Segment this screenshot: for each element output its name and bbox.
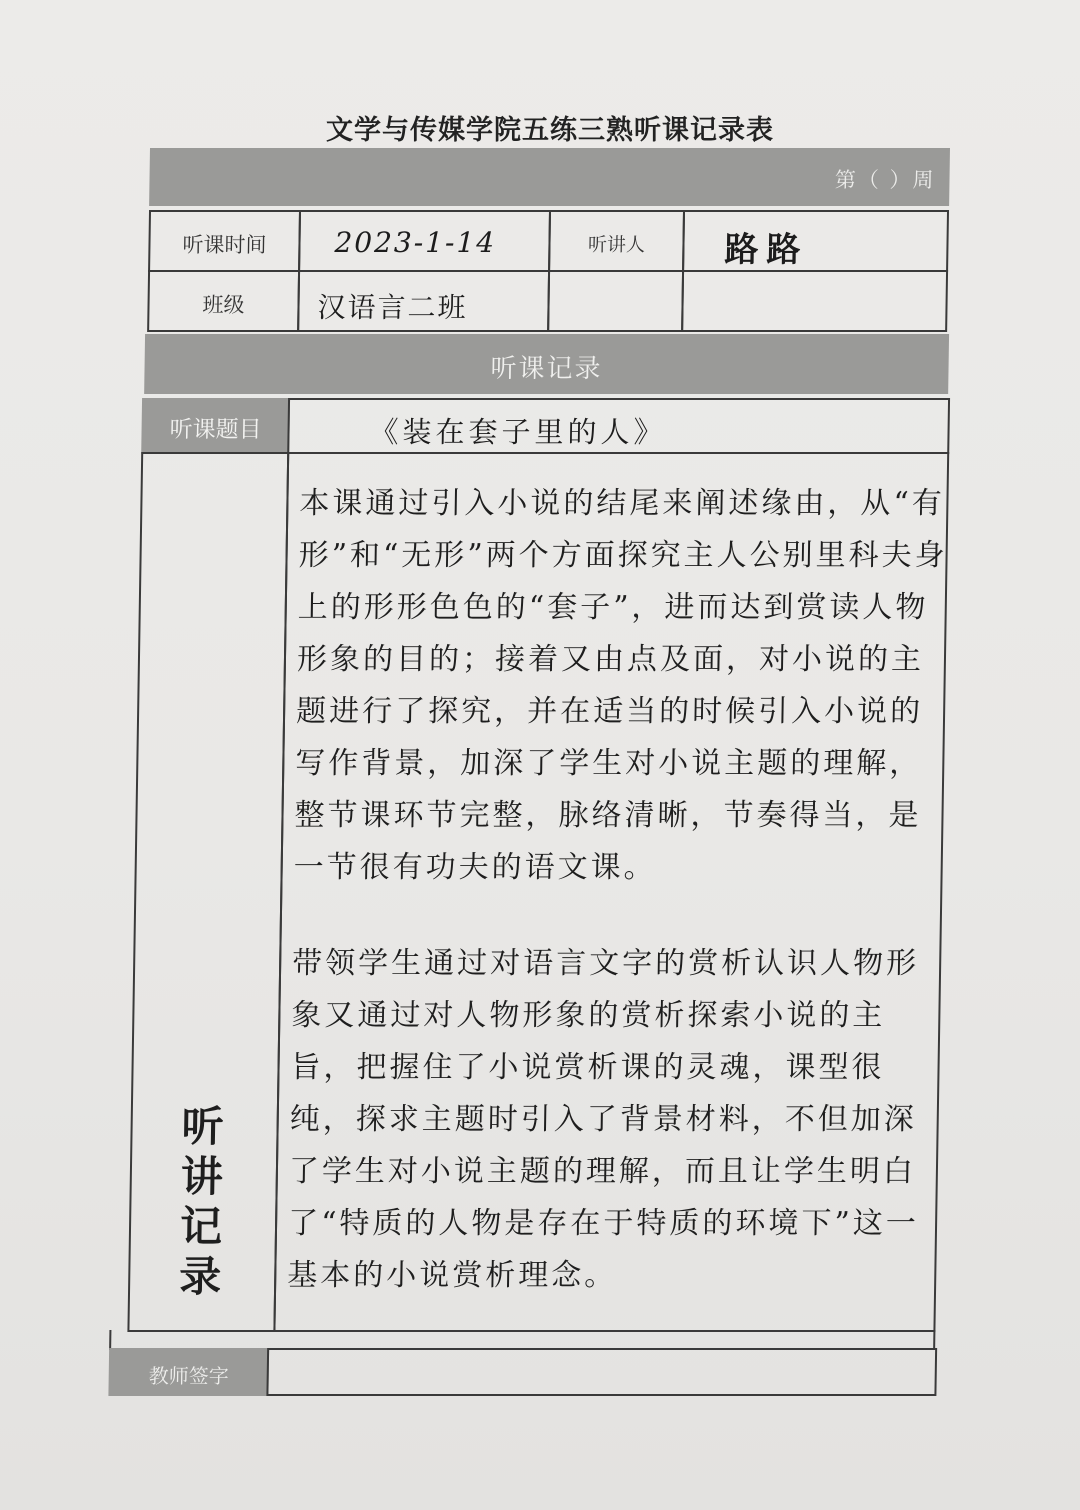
record-form-table xyxy=(130,148,950,1398)
lecturer-label-cell xyxy=(548,210,685,272)
topic-value: 《装在套子里的人》 xyxy=(369,415,667,449)
empty-cell-1 xyxy=(547,270,684,332)
signature-cell xyxy=(266,1348,937,1396)
side-label: 听讲记录 xyxy=(178,1102,225,1301)
week-label: 第（ ）周 xyxy=(834,168,936,192)
time-label-cell xyxy=(148,210,301,272)
time-value: 2023-1-14 xyxy=(334,226,497,259)
document-title: 文学与传媒学院五练三熟听课记录表 xyxy=(326,115,774,146)
class-value: 汉语言二班 xyxy=(317,291,468,324)
blank-row xyxy=(109,1330,935,1350)
empty-cell-2 xyxy=(681,270,948,332)
signature-label: 教师签字 xyxy=(148,1364,229,1388)
record-paragraph-2: 带领学生通过对语言文字的赏析认识人物形象又通过对人物形象的赏析探索小说的主旨，把握住了小说赏析课的灵魂，课型很纯，探求主题时引入了背景材料，不但加深了学生对小说主题的理解，而且让学生明白了“特质的人物是存在于特质的环境下”这一基本的小说赏析理念。 xyxy=(287,946,920,1293)
topic-value-cell xyxy=(287,398,950,454)
time-value-cell xyxy=(298,210,551,272)
class-label: 班级 xyxy=(202,293,245,317)
class-label-cell xyxy=(147,270,300,332)
lecturer-value-cell xyxy=(682,210,949,272)
topic-label-bar xyxy=(141,398,290,454)
record-section-bar xyxy=(144,334,949,394)
topic-label: 听课题目 xyxy=(169,417,262,443)
lecturer-label: 听讲人 xyxy=(587,234,646,256)
record-paragraph-1: 本课通过引入小说的结尾来阐述缘由，从“有形”和“无形”两个方面探究主人公别里科夫身上的形形色色的“套子”，进而达到赏读人物形象的目的；接着又由点及面，对小说的主题进行了探究，并在适当的时候引入小说的写作背景，加深了学生对小说主题的理解，整节课环节完整，脉络清晰，节奏得当，是一节很有功夫的语文课。 xyxy=(293,486,948,885)
week-header-bar xyxy=(149,148,950,206)
class-value-cell xyxy=(297,270,550,332)
lecturer-value: 路路 xyxy=(724,230,809,270)
signature-label-bar xyxy=(108,1348,269,1396)
side-label-cell xyxy=(127,452,289,1332)
record-section-title: 听课记录 xyxy=(490,354,603,384)
time-label: 听课时间 xyxy=(182,233,267,257)
